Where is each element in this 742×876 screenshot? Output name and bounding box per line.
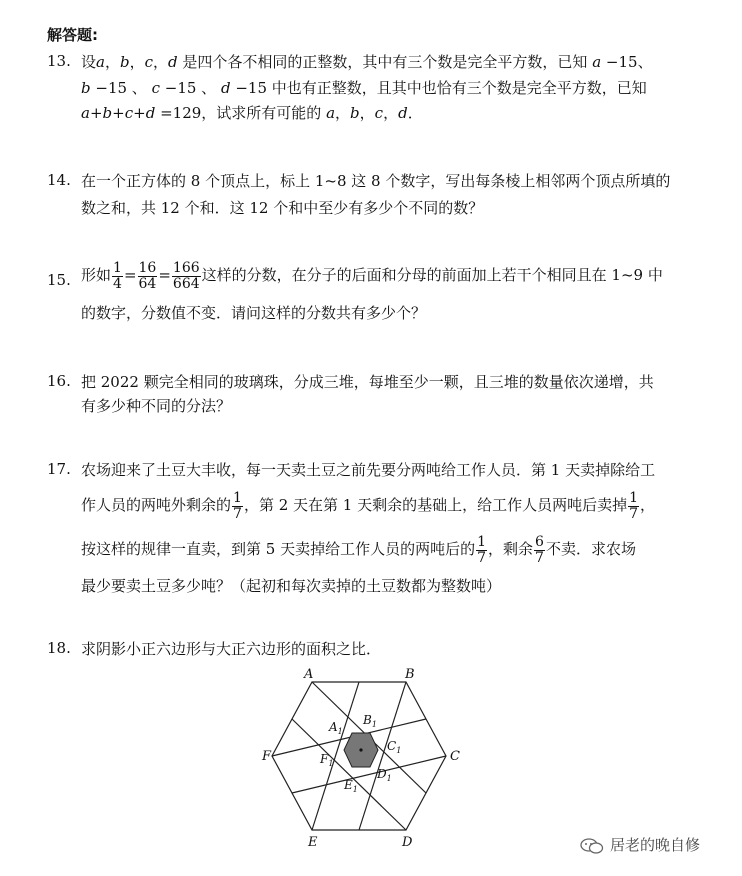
question-number: 17. [47,460,71,478]
q15-line-1: 形如 $\frac{1}{4}$ = $\frac{16}{64}$ = $\frac{166}{664}$ 这样的分数，在分子的后面和分母的前面加上若干个相同且在 1~9 中 [81,259,663,292]
q13-line-3: a+b+c+d =129，试求所有可能的 a，b，c，d． [81,104,423,122]
fraction-16-64: $\frac{16}{64}$ [138,259,157,292]
q17-line-4: 最少要卖土豆多少吨？（起初和每次卖掉的土豆数都为整数吨） [81,577,502,595]
fraction-1-4: $\frac{1}{4}$ [113,259,122,292]
question-number: 16. [47,372,71,390]
q16-line-1: 把 2022 颗完全相同的玻璃珠，分成三堆，每堆至少一颗，且三堆的数量依次递增，共 [81,373,654,391]
inner-label-e1: $E_1$ [344,778,358,794]
question-number: 14. [47,171,71,189]
question-number: 13. [47,52,71,70]
watermark-text: 居老的晚自修 [610,836,701,854]
watermark [580,834,700,855]
fraction-1-7: $\frac{1}{7}$ [477,533,487,566]
vertex-label-d: D [402,835,413,850]
fraction-6-7: $\frac{6}{7}$ [535,533,544,566]
vertex-label-e: E [308,835,318,850]
fraction-1-7: $\frac{1}{7}$ [629,489,639,522]
q16-line-2: 有多少种不同的分法？ [81,397,232,415]
section-title: 解答题: [47,26,98,44]
inner-label-c1: $C_1$ [387,739,402,755]
center-dot [359,748,362,751]
q13-line-1: 设a，b，c，d 是四个各不相同的正整数，其中有三个数是完全平方数，已知 a −15、 [81,53,653,71]
q18-line-1: 求阴影小正六边形与大正六边形的面积之比． [81,640,382,658]
q17-line-1: 农场迎来了土豆大丰收，每一天卖土豆之前先要分两吨给工作人员．第 1 天卖掉除给工 [81,461,656,479]
q14-line-1: 在一个正方体的 8 个顶点上，标上 1~8 这 8 个数字，写出每条棱上相邻两个顶点所填的 [81,172,671,190]
hexagon-figure [250,660,470,860]
question-number: 18. [47,639,71,657]
wechat-icon [580,837,604,855]
fraction-166-664: $\frac{166}{664}$ [172,259,200,292]
inner-label-f1: $F_1$ [320,752,334,768]
vertex-label-c: C [450,749,460,764]
inner-label-d1: $D_1$ [377,767,392,783]
fraction-1-7: $\frac{1}{7}$ [233,489,242,522]
question-number: 15. [47,271,71,289]
vertex-label-f: F [262,749,272,764]
q13-line-2: b −15 、 c −15 、 d −15 中也有正整数，且其中也恰有三个数是完全平方数，已知 [81,79,647,97]
q14-line-2: 数之和，共 12 个和．这 12 个和中至少有多少个不同的数？ [81,199,484,217]
q15-line-2: 的数字，分数值不变．请问这样的分数共有多少个？ [81,304,427,322]
inner-label-a1: $A_1$ [329,720,343,736]
vertex-label-a: A [304,667,314,682]
vertex-label-b: B [405,667,415,682]
q17-line-3: 按这样的规律一直卖，到第 5 天卖掉给工作人员的两吨后的 $\frac{1}{7}$ ，剩余 $\frac{6}{7}$ 不卖．求农场 [81,533,636,566]
q17-line-2: 作人员的两吨外剩余的 $\frac{1}{7}$ ，第 2 天在第 1 天剩余的基础上，给工作人员两吨后卖掉 $\frac{1}{7}$ ， [81,489,656,522]
inner-label-b1: $B_1$ [363,713,377,729]
